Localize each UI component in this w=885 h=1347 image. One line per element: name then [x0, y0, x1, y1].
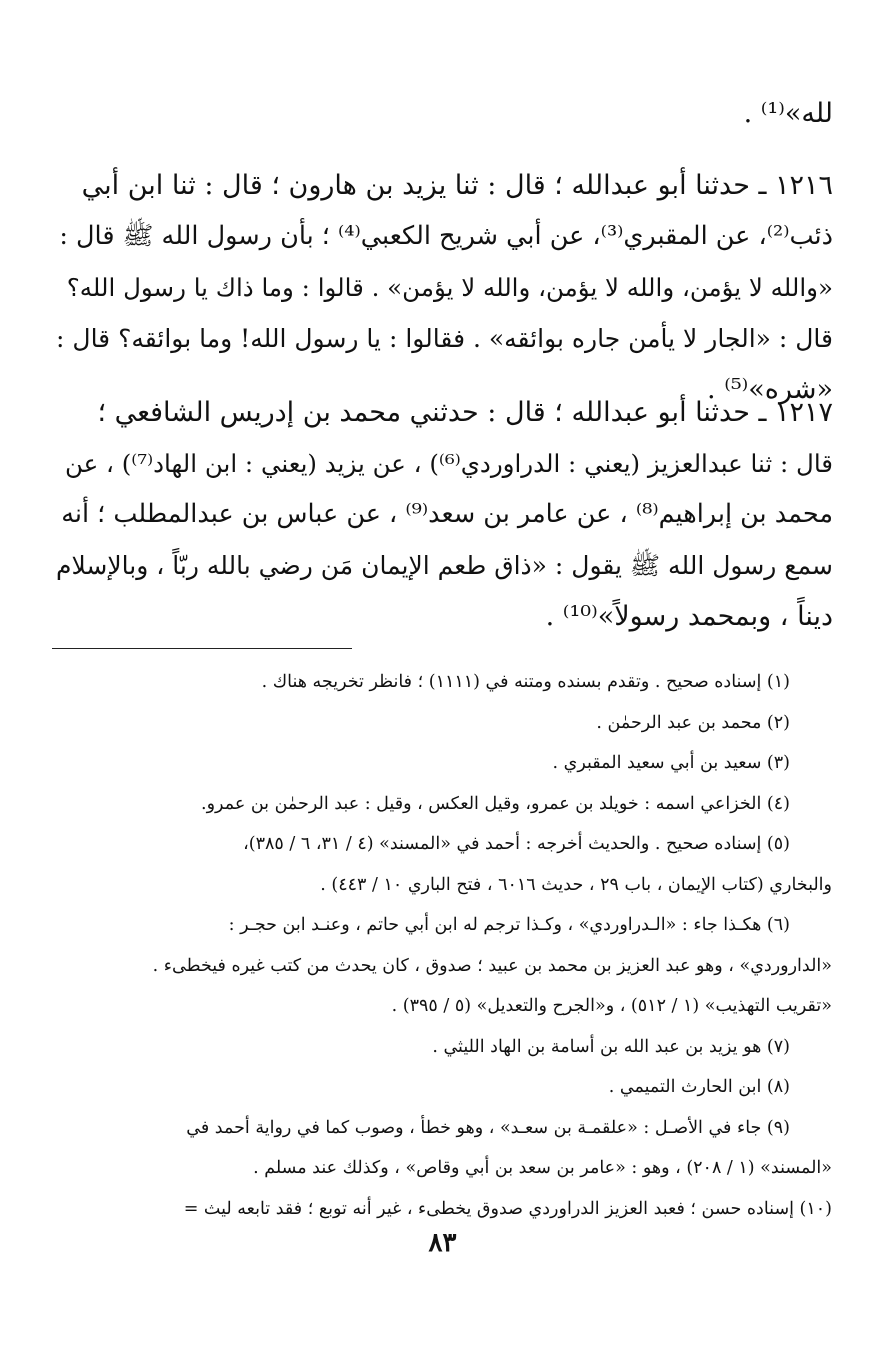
footnote-6: (٦) هكـذا جاء : «الـدراوردي» ، وكـذا ترجم له ابن أبي حاتم ، وعنـد ابن حجـر :: [228, 915, 790, 935]
hadith-1216-line-1: ١٢١٦ ـ حدثنا أبو عبدالله ؛ قال : ثنا يزيد بن هارون ؛ قال : ثنا ابن أبي: [81, 170, 833, 201]
footnote-2: (٢) محمد بن عبد الرحمٰن .: [596, 712, 790, 733]
hadith-1217-line-4: سمع رسول الله ﷺ يقول : «ذاق طعم الإيمان مَن رضي بالله ربّاً ، وبالإسلام: [56, 551, 833, 580]
footnote-1: (١) إسناده صحيح . وتقدم بسنده ومتنه في (١١١١) ؛ فانظر تخريجه هناك .: [261, 672, 790, 692]
footnote-7: (٧) هو يزيد بن عبد الله بن أسامة بن الهاد الليثي .: [432, 1036, 790, 1057]
hadith-1217-line-5: ديناً ، وبمحمد رسولاً»⁽¹⁰⁾ .: [545, 601, 833, 632]
footnote-9-continued: «المسند» (١ / ٢٠٨) ، وهو : «عامر بن سعد بن أبي وقاص» ، وكذلك عند مسلم .: [253, 1158, 832, 1178]
footnote-6-continued: «الداروردي» ، وهو عبد العزيز بن محمد بن عبيد ؛ صدوق ، كان يحدث من كتب غيره فيخطىء .: [152, 955, 832, 976]
footnote-5: (٥) إسناده صحيح . والحديث أخرجه : أحمد في «المسند» (٤ / ٣١، ٦ / ٣٨٥)،: [243, 834, 790, 854]
hadith-1217-line-2: قال : ثنا عبدالعزيز (يعني : الدراوردي⁽⁶⁾) ، عن يزيد (يعني : ابن الهاد⁽⁷⁾) ، عن: [64, 449, 833, 478]
footnote-3: (٣) سعيد بن أبي سعيد المقبري .: [552, 753, 790, 773]
page-number: ٨٣: [428, 1228, 457, 1258]
footnote-6-continued-2: «تقريب التهذيب» (١ / ٥١٢) ، و«الجرح والتعديل» (٥ / ٣٩٥) .: [391, 996, 832, 1016]
footnote-separator: [52, 648, 352, 649]
hadith-1216-line-2: ذئب⁽²⁾، عن المقبري⁽³⁾، عن أبي شريح الكعبي⁽⁴⁾ ؛ بأن رسول الله ﷺ قال :: [59, 221, 833, 251]
hadith-1216: [52, 160, 833, 415]
hadith-1216-line-3: «والله لا يؤمن، والله لا يؤمن، والله لا يؤمن» . قالوا : وما ذاك يا رسول الله؟: [66, 273, 833, 302]
hadith-1216-line-5: «شره»⁽⁵⁾ .: [707, 374, 833, 405]
footnote-10: (١٠) إسناده حسن ؛ فعبد العزيز الدراوردي صدوق يخطىء ، غير أنه توبع ؛ فقد تابعه ليث =: [183, 1198, 832, 1219]
main-text-block: [52, 88, 833, 139]
footnotes: [40, 662, 832, 1229]
hadith-1217: [52, 387, 833, 642]
footnote-5-continued: والبخاري (كتاب الإيمان ، باب ٢٩ ، حديث ٦٠١٦ ، فتح الباري ١٠ / ٤٤٣) .: [320, 874, 832, 895]
hadith-1217-line-3: محمد بن إبراهيم⁽⁸⁾ ، عن عامر بن سعد⁽⁹⁾ ، عن عباس بن عبدالمطلب ؛ أنه: [61, 499, 833, 529]
hadith-1217-line-1: ١٢١٧ ـ حدثنا أبو عبدالله ؛ قال : حدثني محمد بن إدريس الشافعي ؛: [97, 397, 833, 428]
footnote-9: (٩) جاء في الأصـل : «علقمـة بن سعـد» ، وهو خطأ ، وصوب كما في رواية أحمد في: [186, 1117, 790, 1138]
carry-over-line: لله»⁽¹⁾ .: [743, 98, 833, 129]
hadith-1216-line-4: قال : «الجار لا يأمن جاره بوائقه» . فقالوا : يا رسول الله! وما بوائقه؟ قال :: [56, 324, 833, 353]
footnote-4: (٤) الخزاعي اسمه : خويلد بن عمرو، وقيل العكس ، وقيل : عبد الرحمٰن بن عمرو.: [201, 793, 790, 814]
footnote-8: (٨) ابن الحارث التميمي .: [608, 1077, 790, 1097]
